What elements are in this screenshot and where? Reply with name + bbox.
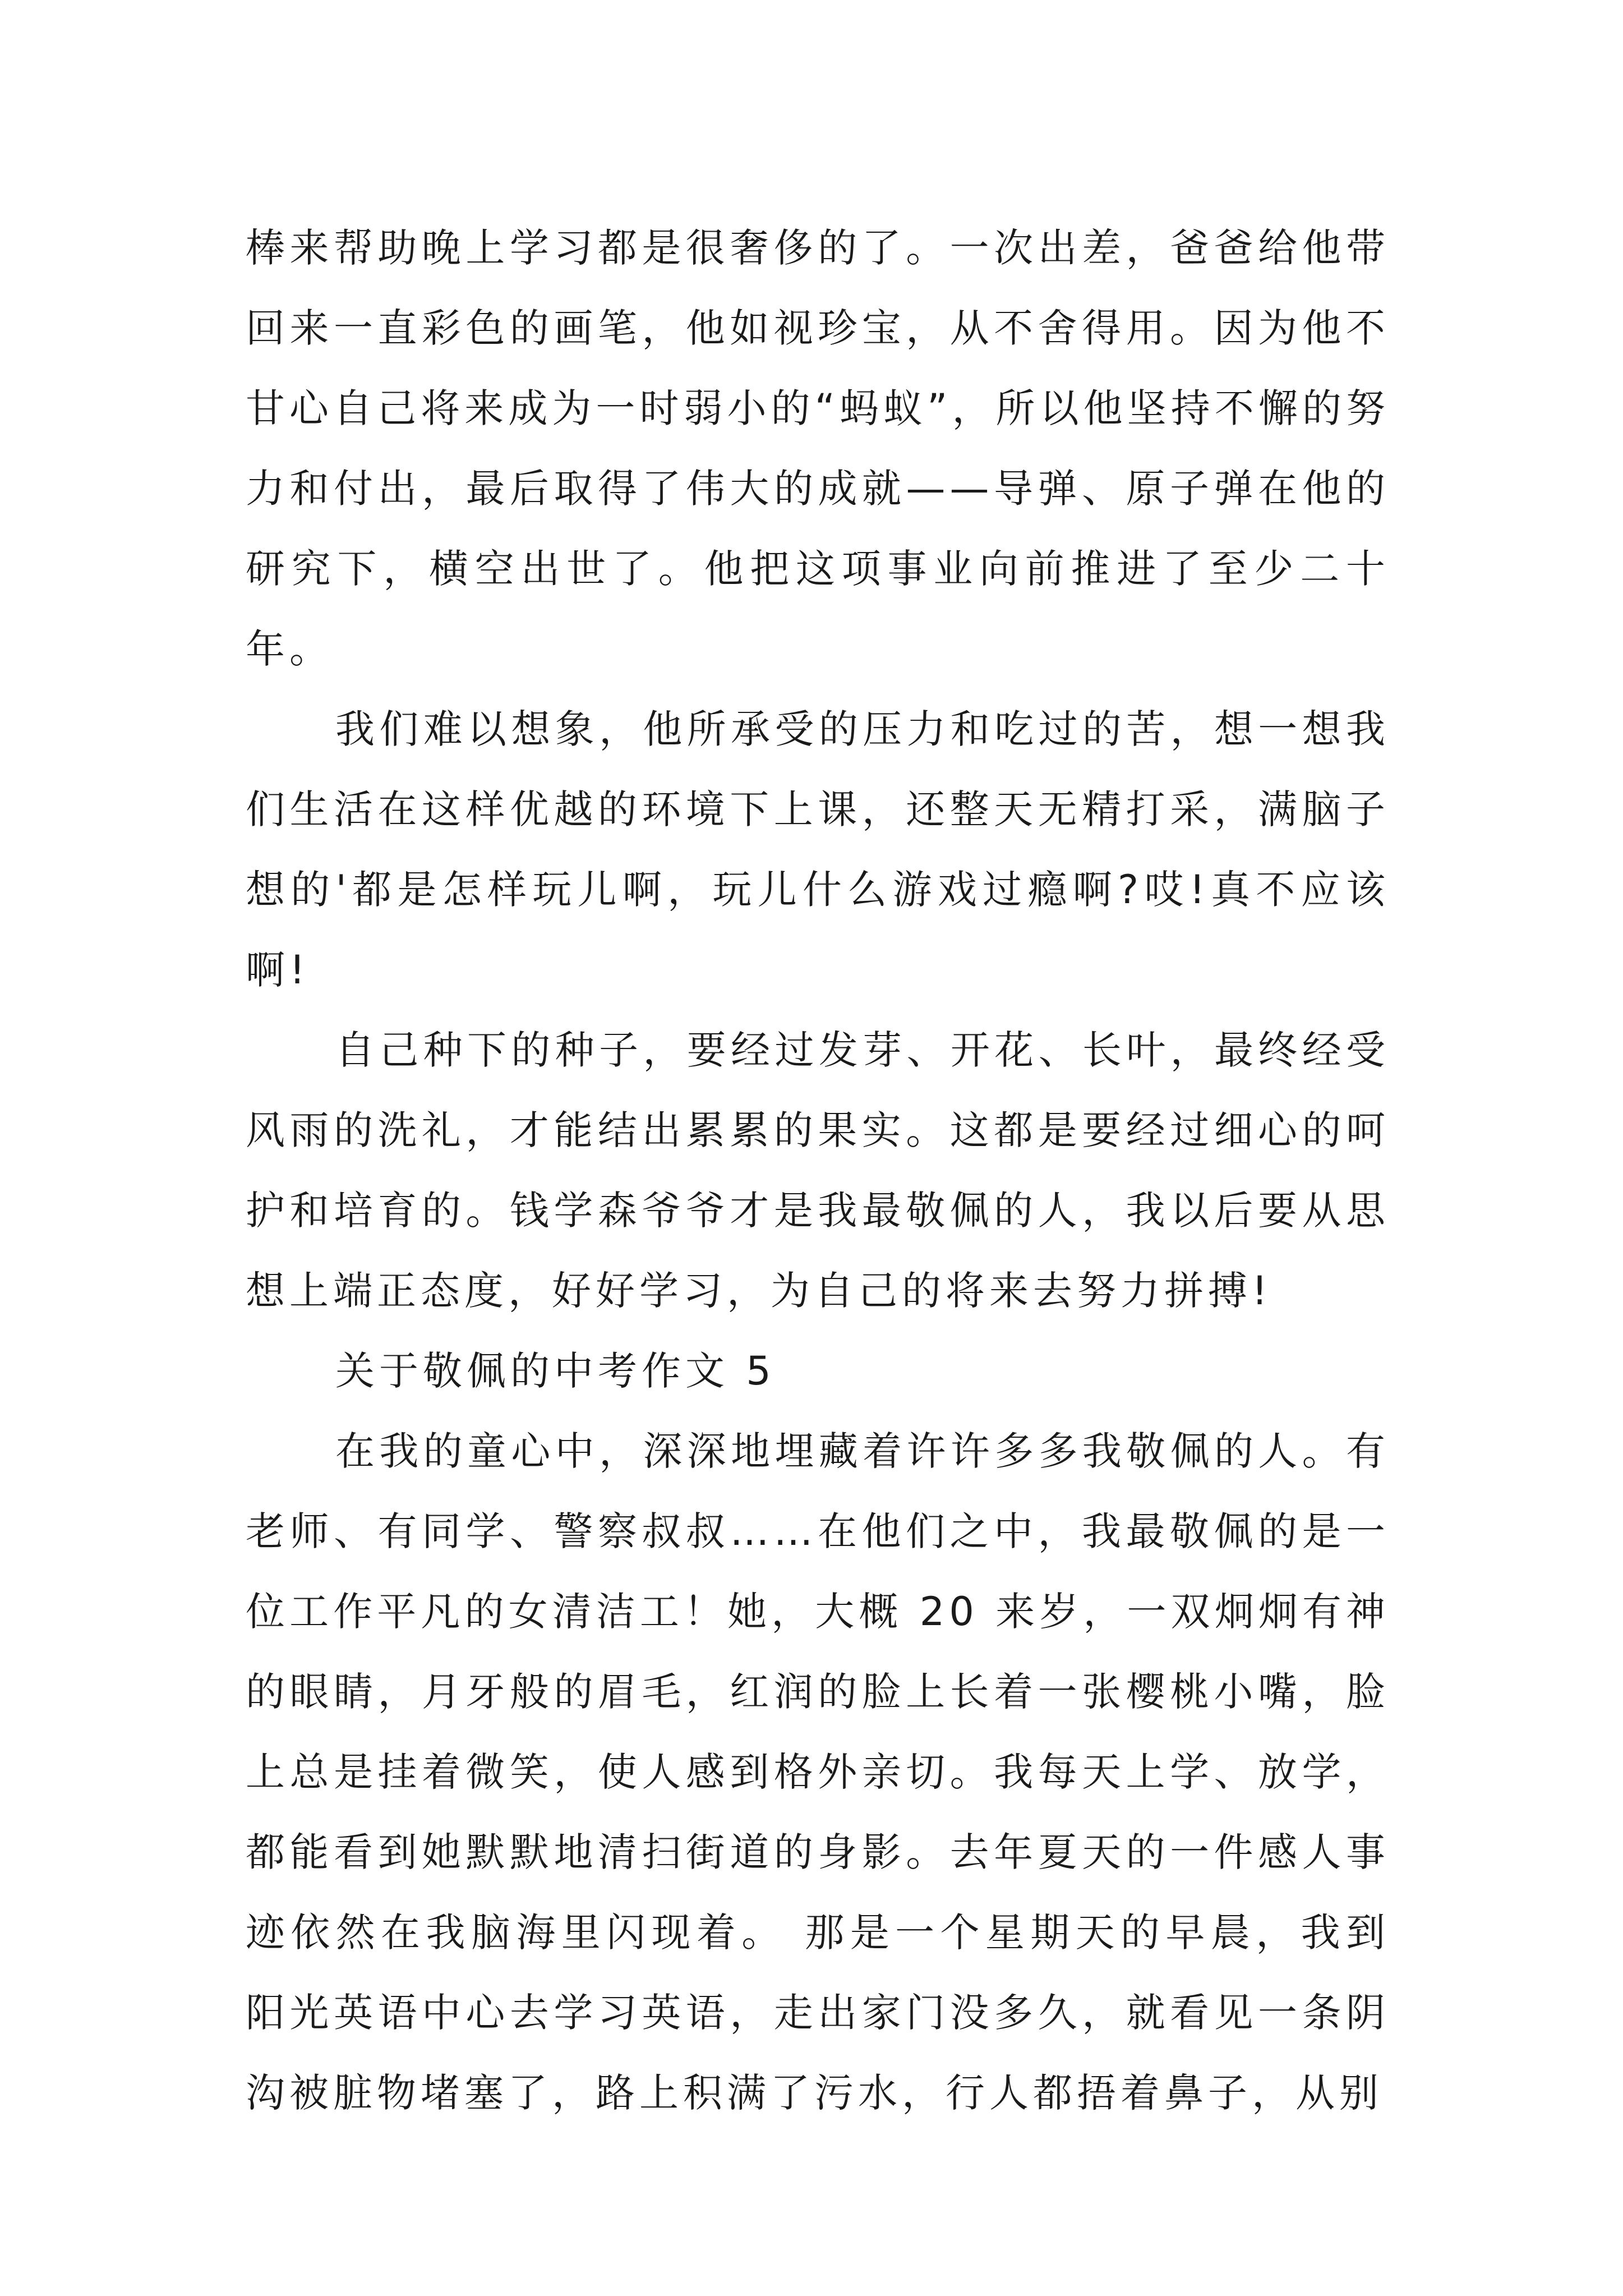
document-body bbox=[246, 208, 1390, 2133]
paragraph-4: 在我的童心中，深深地埋藏着许许多多我敬佩的人。有老师、有同学、警察叔叔……在他们之中，我最敬佩的是一位工作平凡的女清洁工！她，大概 20 来岁，一双炯炯有神的眼睛，月牙般的眉毛，红润的脸上长着一张樱桃小嘴，脸上总是挂着微笑，使人感到格外亲切。我每天上学、放学，都能看到她默默地清扫街道的身影。去年夏天的一件感人事迹依然在我脑海里闪现着。 那是一个星期天的早晨，我到阳光英语中心去学习英语，走出家门没多久，就看见一条阴沟被脏物堵塞了，路上积满了污水，行人都捂着鼻子，从别 bbox=[246, 1428, 1390, 2116]
paragraph-3: 自己种下的种子，要经过发芽、开花、长叶，最终经受风雨的洗礼，才能结出累累的果实。这都是要经过细心的呵护和培育的。钱学森爷爷才是我最敬佩的人，我以后要从思想上端正态度，好好学习，为自己的将来去努力拼搏! bbox=[246, 1027, 1390, 1314]
paragraph-1: 棒来帮助晚上学习都是很奢侈的了。一次出差，爸爸给他带回来一直彩色的画笔，他如视珍宝，从不舍得用。因为他不甘心自己将来成为一时弱小的“蚂蚁”，所以他坚持不懈的努力和付出，最后取得了伟大的成就——导弹、原子弹在他的研究下，横空出世了。他把这项事业向前推进了至少二十年。 bbox=[246, 225, 1390, 672]
paragraph-2: 我们难以想象，他所承受的压力和吃过的苦，想一想我们生活在这样优越的环境下上课，还整天无精打采，满脑子想的'都是怎样玩儿啊，玩儿什么游戏过瘾啊?哎!真不应该啊! bbox=[246, 706, 1390, 993]
section-heading: 关于敬佩的中考作文 5 bbox=[335, 1348, 776, 1394]
